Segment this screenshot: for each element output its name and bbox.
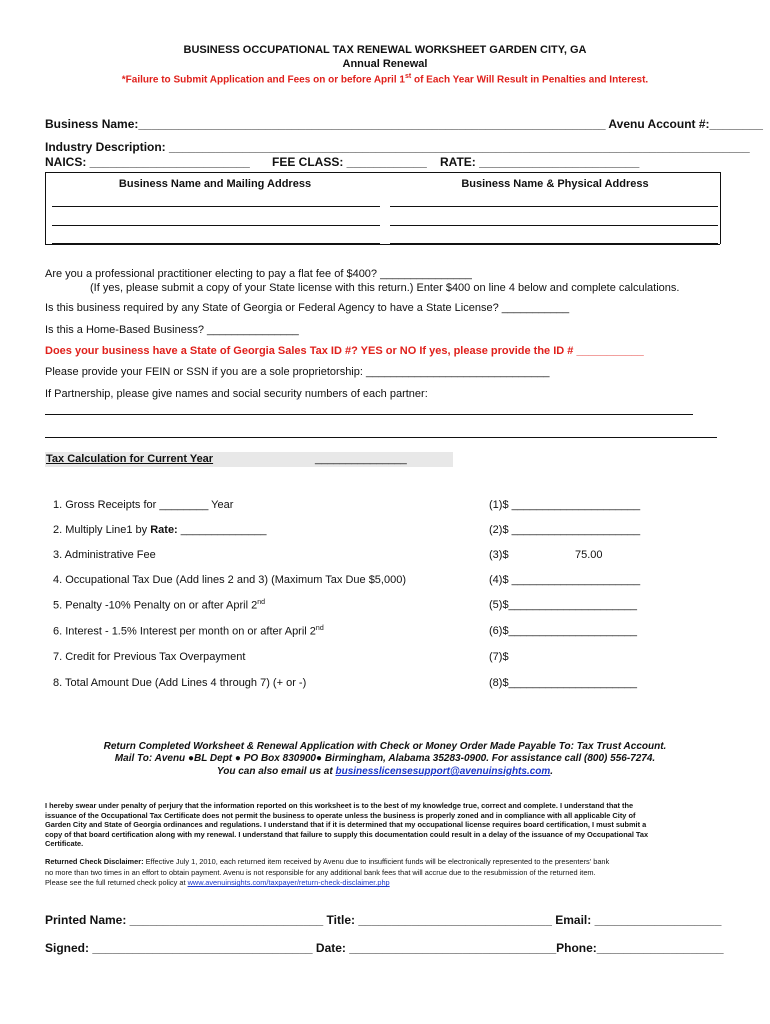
- return-check-policy-link[interactable]: www.avenuinsights.com/taxpayer/return-check-disclaimer.php: [187, 878, 390, 888]
- state-license-question[interactable]: Is this business required by any State of Georgia or Federal Agency to have a State License? ___________: [45, 302, 570, 314]
- line-1-amount[interactable]: (1)$ _____________________: [489, 499, 641, 511]
- flat-fee-note: (If yes, please submit a copy of your State license with this return.) Enter $400 on line 4 below and complete calculations.: [90, 282, 680, 294]
- industry-description-field[interactable]: Industry Description: _______________________________________________________________________________________: [45, 140, 750, 154]
- line-2-amount[interactable]: (2)$ _____________________: [489, 524, 641, 536]
- line-7-amount[interactable]: (7)$: [489, 651, 509, 663]
- line-8-amount[interactable]: (8)$_____________________: [489, 677, 638, 689]
- fein-ssn-question[interactable]: Please provide your FEIN or SSN if you are a sole proprietorship: ______________________________: [45, 366, 550, 378]
- mail-to-address: Mail To: Avenu ●BL Dept ● PO Box 830900● Birmingham, Alabama 35283-0900. For assistance call (800) 556-7274.: [114, 753, 656, 764]
- returned-check-disclaimer: Returned Check Disclaimer: Effective July 1, 2010, each returned item received by Avenu due to insufficient funds will be electronically represented to the presenters' bank no more than two times in an effort to obtain payment. Avenu is not responsible for any additional bank fees that will accrue due to the resubmission of the returned item. Please see the full returned check policy at www.avenuinsights.com/taxpayer/return-check-disclaimer.php: [45, 857, 610, 888]
- rate-field[interactable]: RATE: ________________________: [440, 155, 640, 169]
- fee-class-field[interactable]: FEE CLASS: ____________: [272, 155, 427, 169]
- physical-address-header: Business Name & Physical Address: [461, 178, 649, 190]
- line-2-label: 2. Multiply Line1 by Rate: ______________: [53, 524, 267, 536]
- physical-address-line[interactable]: [390, 206, 718, 207]
- support-email-link[interactable]: businesslicensesupport@avenuinsights.com: [335, 766, 551, 777]
- line-5-amount[interactable]: (5)$_____________________: [489, 599, 638, 611]
- flat-fee-question[interactable]: Are you a professional practitioner electing to pay a flat fee of $400? _______________: [45, 268, 472, 280]
- line-8-label: 8. Total Amount Due (Add Lines 4 through 7) (+ or -): [53, 677, 307, 689]
- line-4-amount[interactable]: (4)$ _____________________: [489, 574, 641, 586]
- partner-line[interactable]: [45, 414, 693, 415]
- mailing-address-line[interactable]: [52, 225, 380, 226]
- form-subtitle: Annual Renewal: [342, 58, 428, 70]
- address-box-right: [720, 172, 721, 244]
- line-3-label: 3. Administrative Fee: [53, 549, 156, 561]
- signed-field[interactable]: Signed: _________________________________ Date: _______________________________Phone:___________________: [45, 941, 724, 955]
- naics-field[interactable]: NAICS: ________________________: [45, 155, 250, 169]
- line-3-value: 75.00: [575, 549, 603, 561]
- partnership-question: If Partnership, please give names and social security numbers of each partner:: [45, 388, 428, 400]
- business-name-field[interactable]: Business Name:______________________________________________________________________ Avenu Account #:________: [45, 117, 763, 131]
- tax-year-field[interactable]: _______________: [315, 453, 407, 465]
- line-6-label: 6. Interest - 1.5% Interest per month on or after April 2nd: [53, 625, 324, 638]
- form-title: BUSINESS OCCUPATIONAL TAX RENEWAL WORKSHEET GARDEN CITY, GA: [183, 44, 587, 56]
- email-instructions: You can also email us at businesslicensesupport@avenuinsights.com.: [216, 766, 554, 777]
- partner-line[interactable]: [45, 437, 717, 438]
- tax-calc-heading: Tax Calculation for Current Year: [46, 453, 214, 465]
- line-6-amount[interactable]: (6)$_____________________: [489, 625, 638, 637]
- address-box-bottom: [45, 244, 720, 245]
- penalty-warning: *Failure to Submit Application and Fees on or before April 1st of Each Year Will Result in Penalties and Interest.: [121, 73, 649, 86]
- physical-address-line[interactable]: [390, 225, 718, 226]
- mailing-address-line[interactable]: [52, 243, 380, 244]
- home-based-question[interactable]: Is this a Home-Based Business? _______________: [45, 324, 299, 336]
- address-box-top: [45, 172, 720, 173]
- line-3-ref: (3)$: [489, 549, 509, 561]
- return-instructions: Return Completed Worksheet & Renewal Application with Check or Money Order Made Payable To: Tax Trust Account.: [103, 741, 667, 752]
- printed-name-field[interactable]: Printed Name: _____________________________ Title: _____________________________ Email: ___________________: [45, 913, 722, 927]
- perjury-statement: I hereby swear under penalty of perjury that the information reported on this worksheet is to the best of my knowledge true, correct and complete. I understand that the issuance of the Occupational Tax Certificate does not permit the business to operate unless the business is properly zoned and in compliance with all applicable City of Garden City and State of Georgia ordinances and regulations. I understand that if it is determined that my occupational license requires board certification, I must submit a copy of that board certification along with my renewal. I understand that failure to supply this documentation could result in a delay of the issuance of my Occupational Tax Certificate.: [45, 801, 649, 849]
- physical-address-line[interactable]: [390, 243, 718, 244]
- line-4-label: 4. Occupational Tax Due (Add lines 2 and 3) (Maximum Tax Due $5,000): [53, 574, 406, 586]
- mailing-address-header: Business Name and Mailing Address: [118, 178, 312, 190]
- line-1-label: 1. Gross Receipts for ________ Year: [53, 499, 234, 511]
- sales-tax-id-question[interactable]: Does your business have a State of Georgia Sales Tax ID #? YES or NO If yes, please provide the ID # ___________: [45, 345, 644, 357]
- line-7-label: 7. Credit for Previous Tax Overpayment: [53, 651, 246, 663]
- line-5-label: 5. Penalty -10% Penalty on or after April 2nd: [53, 599, 266, 612]
- mailing-address-line[interactable]: [52, 206, 380, 207]
